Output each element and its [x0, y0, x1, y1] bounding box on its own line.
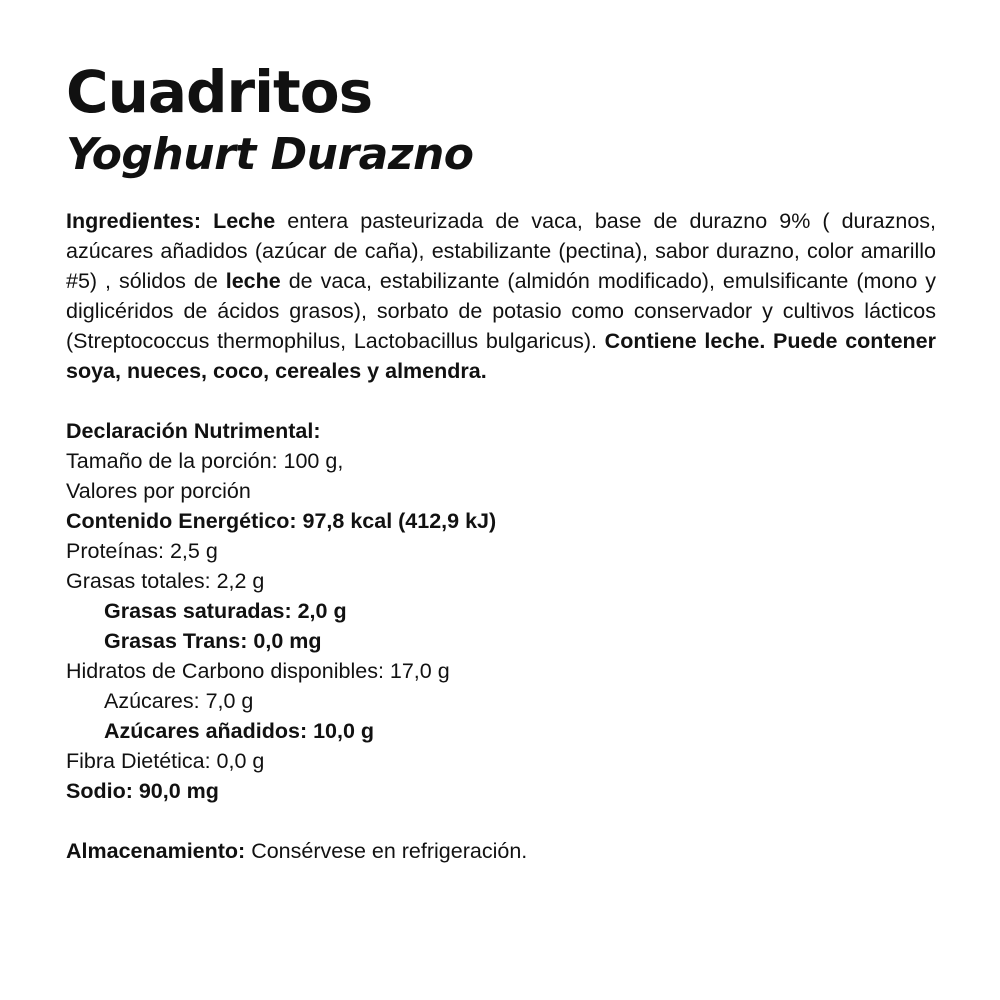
- ingredients-label: Ingredientes:: [66, 209, 201, 233]
- total-fat: Grasas totales: 2,2 g: [66, 569, 265, 593]
- storage-label: Almacenamiento:: [66, 839, 246, 863]
- saturated-fat: Grasas saturadas: 2,0 g: [104, 599, 347, 623]
- product-label: [66, 58, 936, 866]
- nutrition-heading: Declaración Nutrimental:: [66, 419, 321, 443]
- dietary-fiber: Fibra Dietética: 0,0 g: [66, 749, 265, 773]
- added-sugars: Azúcares añadidos: 10,0 g: [104, 719, 375, 743]
- ingredients-paragraph: [66, 206, 936, 386]
- allergen-statement: Contiene leche. Puede contener soya, nueces, coco, cereales y almendra.: [66, 329, 936, 383]
- product-variant: Yoghurt Durazno: [66, 129, 474, 180]
- per-serving: Valores por porción: [66, 479, 251, 503]
- ingredients-text-1: entera pasteurizada de vaca, base de durazno 9% ( duraznos, azúcares añadidos (azúcar de caña), estabilizante (pectina), sabor durazno, color amarillo #5) , sólidos de: [66, 209, 936, 293]
- carbohydrates: Hidratos de Carbono disponibles: 17,0 g: [66, 659, 450, 683]
- trans-fat: Grasas Trans: 0,0 mg: [104, 629, 322, 653]
- protein: Proteínas: 2,5 g: [66, 539, 218, 563]
- sodium: Sodio: 90,0 mg: [66, 779, 219, 803]
- ingredients-mid: leche: [225, 269, 281, 293]
- nutrition-facts: [66, 416, 936, 806]
- storage-text: Consérvese en refrigeración.: [245, 839, 528, 863]
- sugars: Azúcares: 7,0 g: [104, 689, 254, 713]
- energy-content: Contenido Energético: 97,8 kcal (412,9 kJ): [66, 509, 497, 533]
- storage-instructions: [66, 836, 936, 866]
- ingredients-text-2: de vaca, estabilizante (almidón modificado), emulsificante (mono y diglicéridos de ácidos grasos), sorbato de potasio como conservador y cultivos lácticos (Streptococcus thermophilus, Lactobacillus bulgaricus).: [66, 269, 936, 353]
- ingredients-lead: Leche: [213, 209, 276, 233]
- serving-size: Tamaño de la porción: 100 g,: [66, 449, 344, 473]
- product-name: Cuadritos: [66, 58, 373, 126]
